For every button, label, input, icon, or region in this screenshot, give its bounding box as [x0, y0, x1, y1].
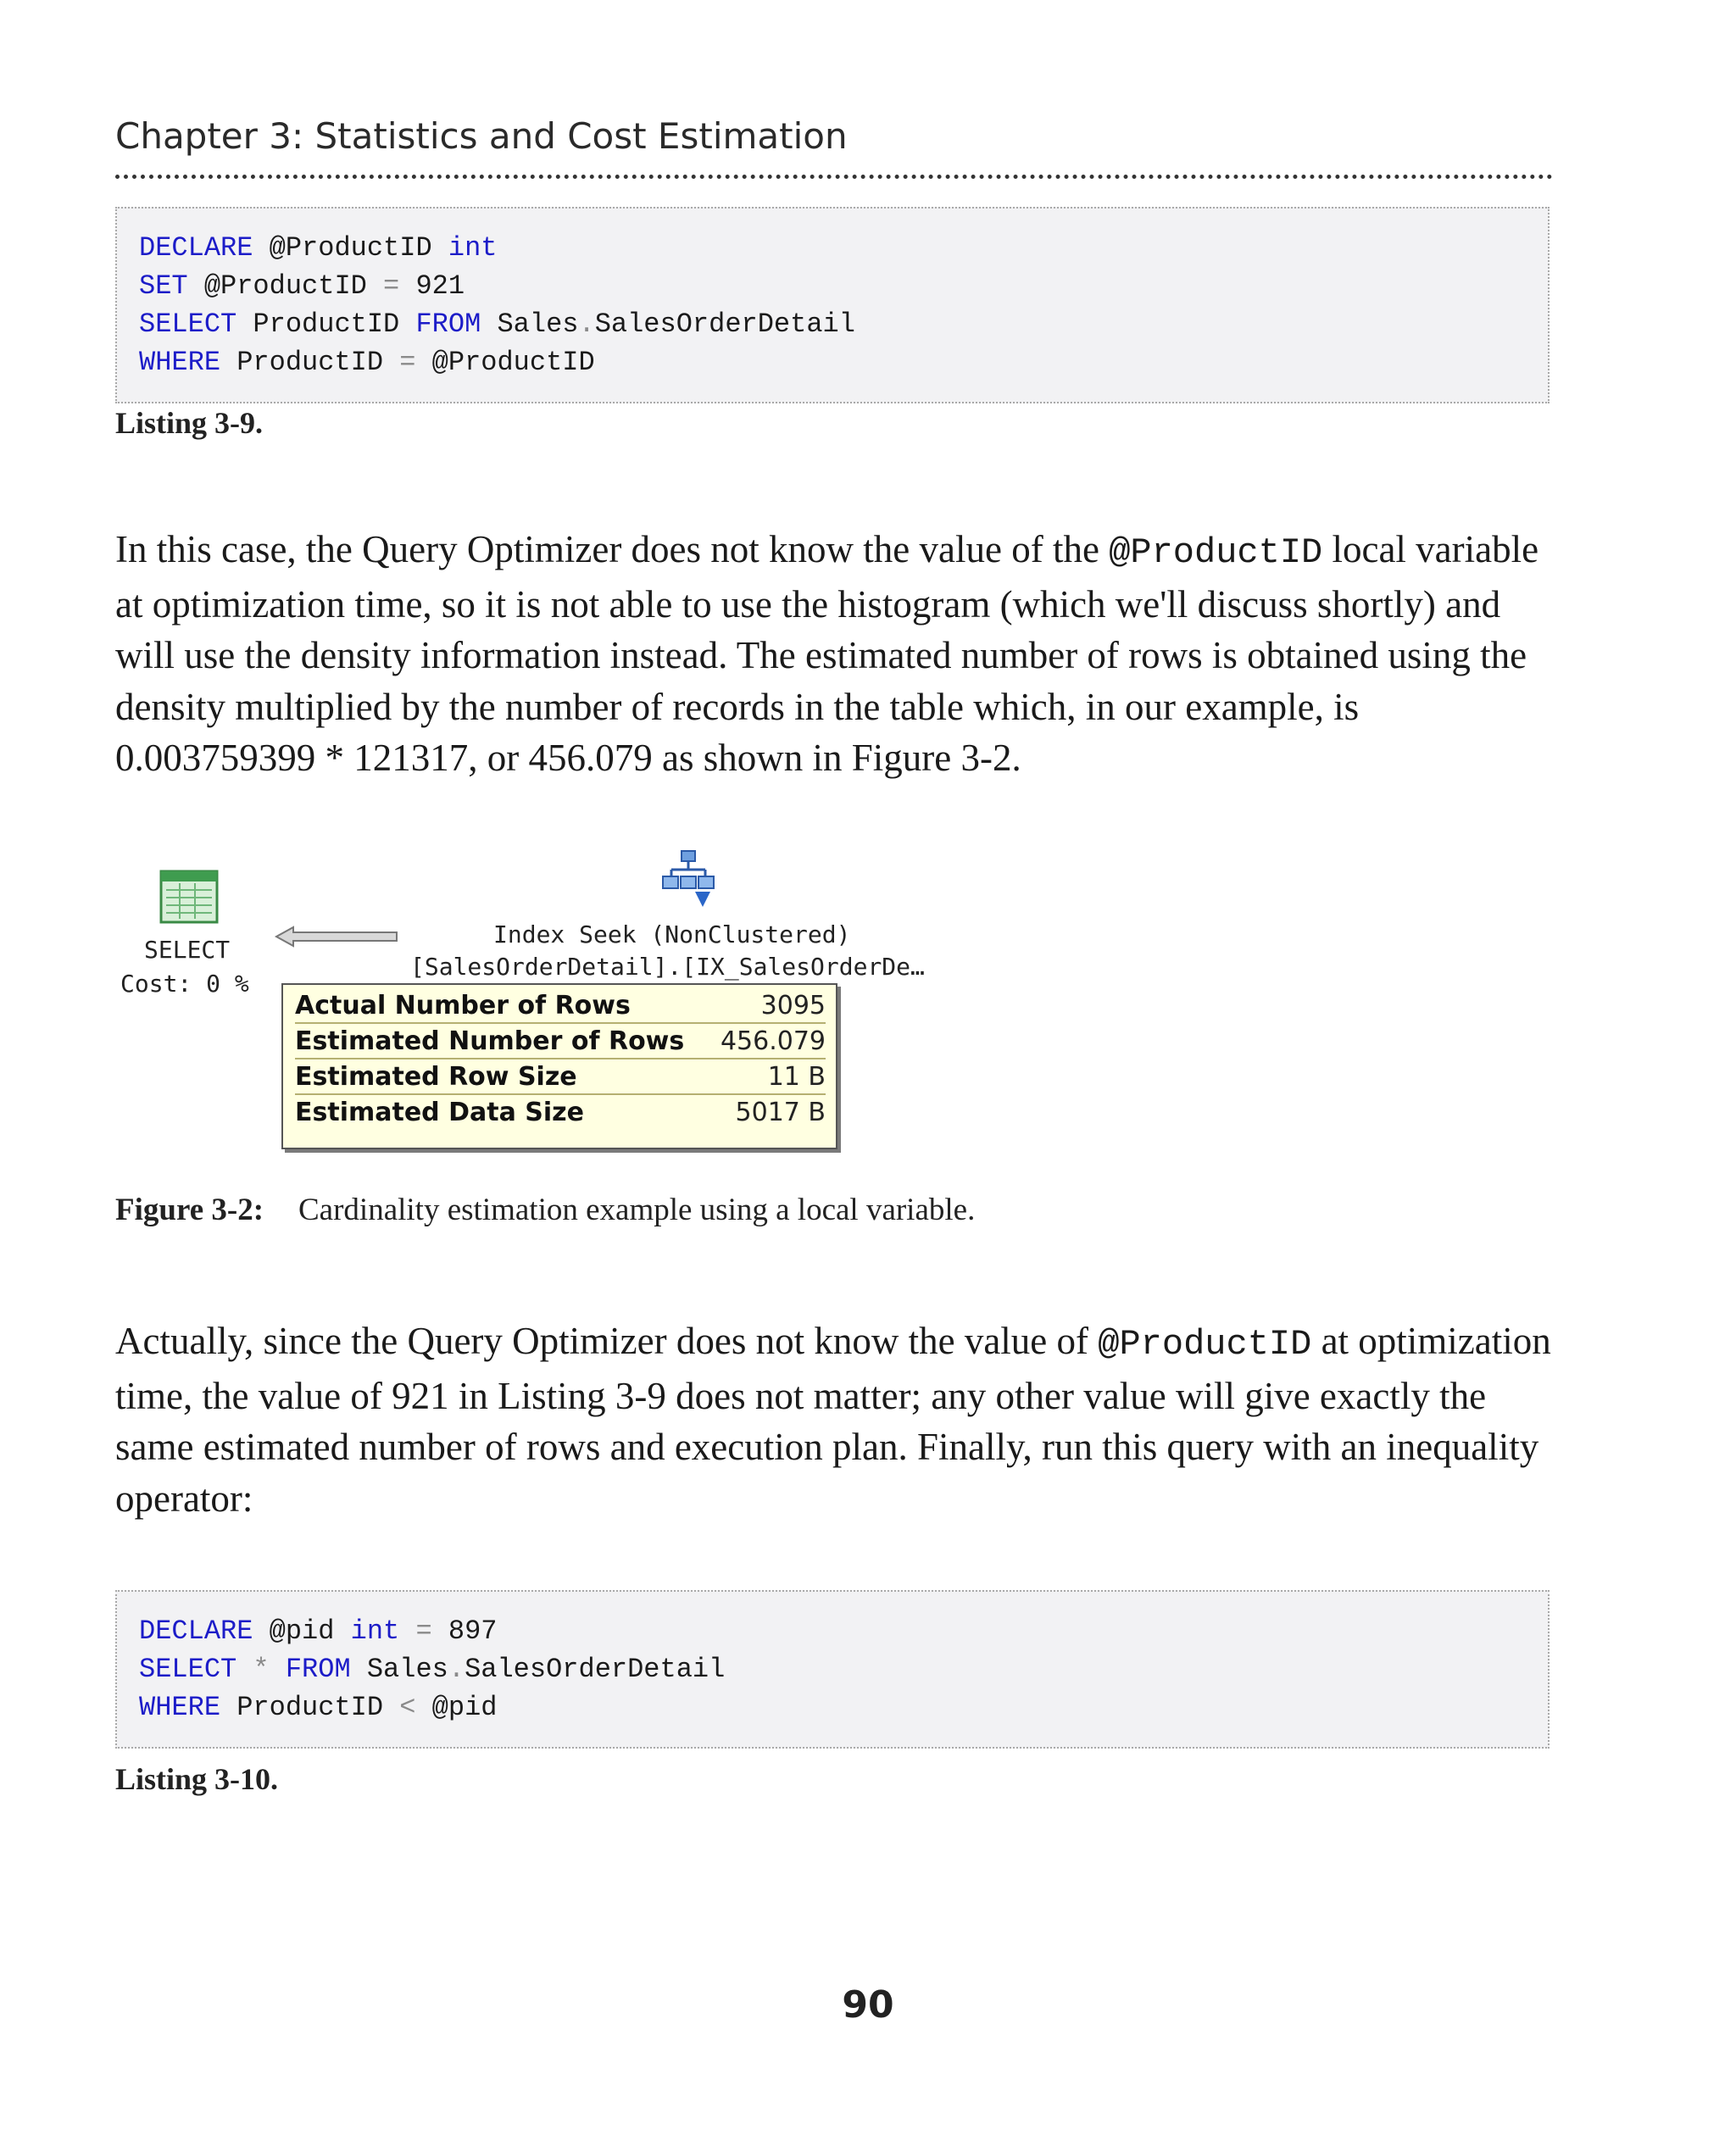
code-token: = — [415, 1615, 432, 1647]
paragraph-2 — [115, 1315, 1565, 1524]
figure-caption — [115, 1192, 975, 1228]
code-token: int — [350, 1615, 400, 1647]
code-token: DECLARE — [139, 232, 253, 264]
code-token: @ProductID — [253, 232, 448, 264]
tooltip-value: 3095 — [760, 990, 826, 1020]
paragraph-1-text-start: In this case, the Query Optimizer does not know the value of the — [115, 528, 1110, 570]
code-token: @ProductID — [415, 347, 595, 378]
code-token: WHERE — [139, 347, 221, 378]
code-token — [270, 1654, 286, 1685]
figure-caption-text: Cardinality estimation example using a local variable. — [298, 1193, 976, 1227]
paragraph-1 — [115, 524, 1565, 784]
code-token: . — [578, 309, 595, 340]
data-flow-arrow-icon — [273, 926, 400, 948]
code-token: SalesOrderDetail — [465, 1654, 726, 1685]
code-token: 921 — [399, 270, 465, 302]
code-token: = — [383, 270, 400, 302]
code-token: ProductID — [220, 1692, 400, 1723]
tooltip-row-actual-rows — [295, 988, 826, 1024]
tooltip-value: 11 B — [767, 1061, 826, 1092]
code-token: @pid — [415, 1692, 498, 1723]
code-line — [139, 343, 1526, 381]
tooltip-label: Actual Number of Rows — [295, 990, 631, 1020]
code-token: ProductID — [236, 309, 416, 340]
code-token: FROM — [415, 309, 481, 340]
index-seek-title: Index Seek (NonClustered) — [493, 920, 851, 948]
index-seek-object: [SalesOrderDetail].[IX_SalesOrderDe… — [410, 953, 925, 981]
operator-tooltip — [281, 983, 837, 1149]
code-token — [399, 1615, 415, 1647]
code-line — [139, 1612, 1526, 1650]
tooltip-row-estimated-rows — [295, 1024, 826, 1059]
select-table-icon — [159, 870, 220, 926]
inline-code-productid: @ProductID — [1109, 532, 1323, 573]
tooltip-label: Estimated Row Size — [295, 1061, 577, 1092]
chapter-title: Chapter 3: Statistics and Cost Estimation — [115, 115, 848, 157]
tooltip-label: Estimated Number of Rows — [295, 1026, 685, 1056]
paragraph-2-text-start: Actually, since the Query Optimizer does not know the value of — [115, 1320, 1099, 1362]
code-token: 897 — [431, 1615, 498, 1647]
paragraph-2-text-end: at optimization time, the value of 921 in Listing 3-9 does not matter; any other value will give exactly the same estimated number of rows and execution plan. Finally, run this query with an inequality operator: — [115, 1320, 1551, 1520]
code-token: SELECT — [139, 309, 237, 340]
code-line — [139, 267, 1526, 305]
tooltip-row-row-size — [295, 1059, 826, 1095]
code-line — [139, 229, 1526, 267]
listing-3-10-label: Listing 3-10. — [115, 1762, 279, 1796]
code-listing-3-9 — [115, 207, 1550, 403]
code-line — [139, 1688, 1526, 1727]
figure-caption-label: Figure 3-2: — [115, 1193, 264, 1227]
code-line — [139, 1650, 1526, 1688]
code-token: Sales — [481, 309, 579, 340]
code-token: * — [253, 1654, 270, 1685]
index-seek-icon — [661, 849, 717, 910]
tooltip-value: 456.079 — [720, 1026, 826, 1056]
code-line — [139, 305, 1526, 343]
code-token: . — [448, 1654, 465, 1685]
tooltip-label: Estimated Data Size — [295, 1097, 584, 1127]
tooltip-row-data-size — [295, 1095, 826, 1129]
code-token: int — [448, 232, 498, 264]
execution-plan-figure — [115, 848, 1048, 1170]
tooltip-value: 5017 B — [735, 1097, 826, 1127]
header-rule — [115, 175, 1553, 179]
code-token: @pid — [253, 1615, 351, 1647]
code-token: = — [399, 347, 416, 378]
code-token: @ProductID — [187, 270, 384, 302]
code-token: Sales — [350, 1654, 448, 1685]
code-token: FROM — [285, 1654, 351, 1685]
code-listing-3-10 — [115, 1590, 1550, 1749]
select-label: SELECT — [144, 936, 231, 964]
inline-code-productid: @ProductID — [1098, 1324, 1312, 1365]
code-token: ProductID — [220, 347, 400, 378]
listing-3-9-label: Listing 3-9. — [115, 406, 264, 440]
code-token: SalesOrderDetail — [594, 309, 855, 340]
code-token: DECLARE — [139, 1615, 253, 1647]
code-token — [236, 1654, 253, 1685]
code-token: SET — [139, 270, 188, 302]
select-cost: Cost: 0 % — [120, 970, 249, 998]
code-token: SELECT — [139, 1654, 237, 1685]
code-token: < — [399, 1692, 416, 1723]
code-token: WHERE — [139, 1692, 221, 1723]
paragraph-1-text-end: local variable at optimization time, so it is not able to use the histogram (which we'll discuss shortly) and will use the density information instead. The estimated number of rows is obtained using the density multiplied by the number of records in the table which, in our example, is 0.003759399 * 121317, or 456.079 as shown in Figure 3-2. — [115, 528, 1539, 779]
page-number: 90 — [842, 1983, 894, 2027]
